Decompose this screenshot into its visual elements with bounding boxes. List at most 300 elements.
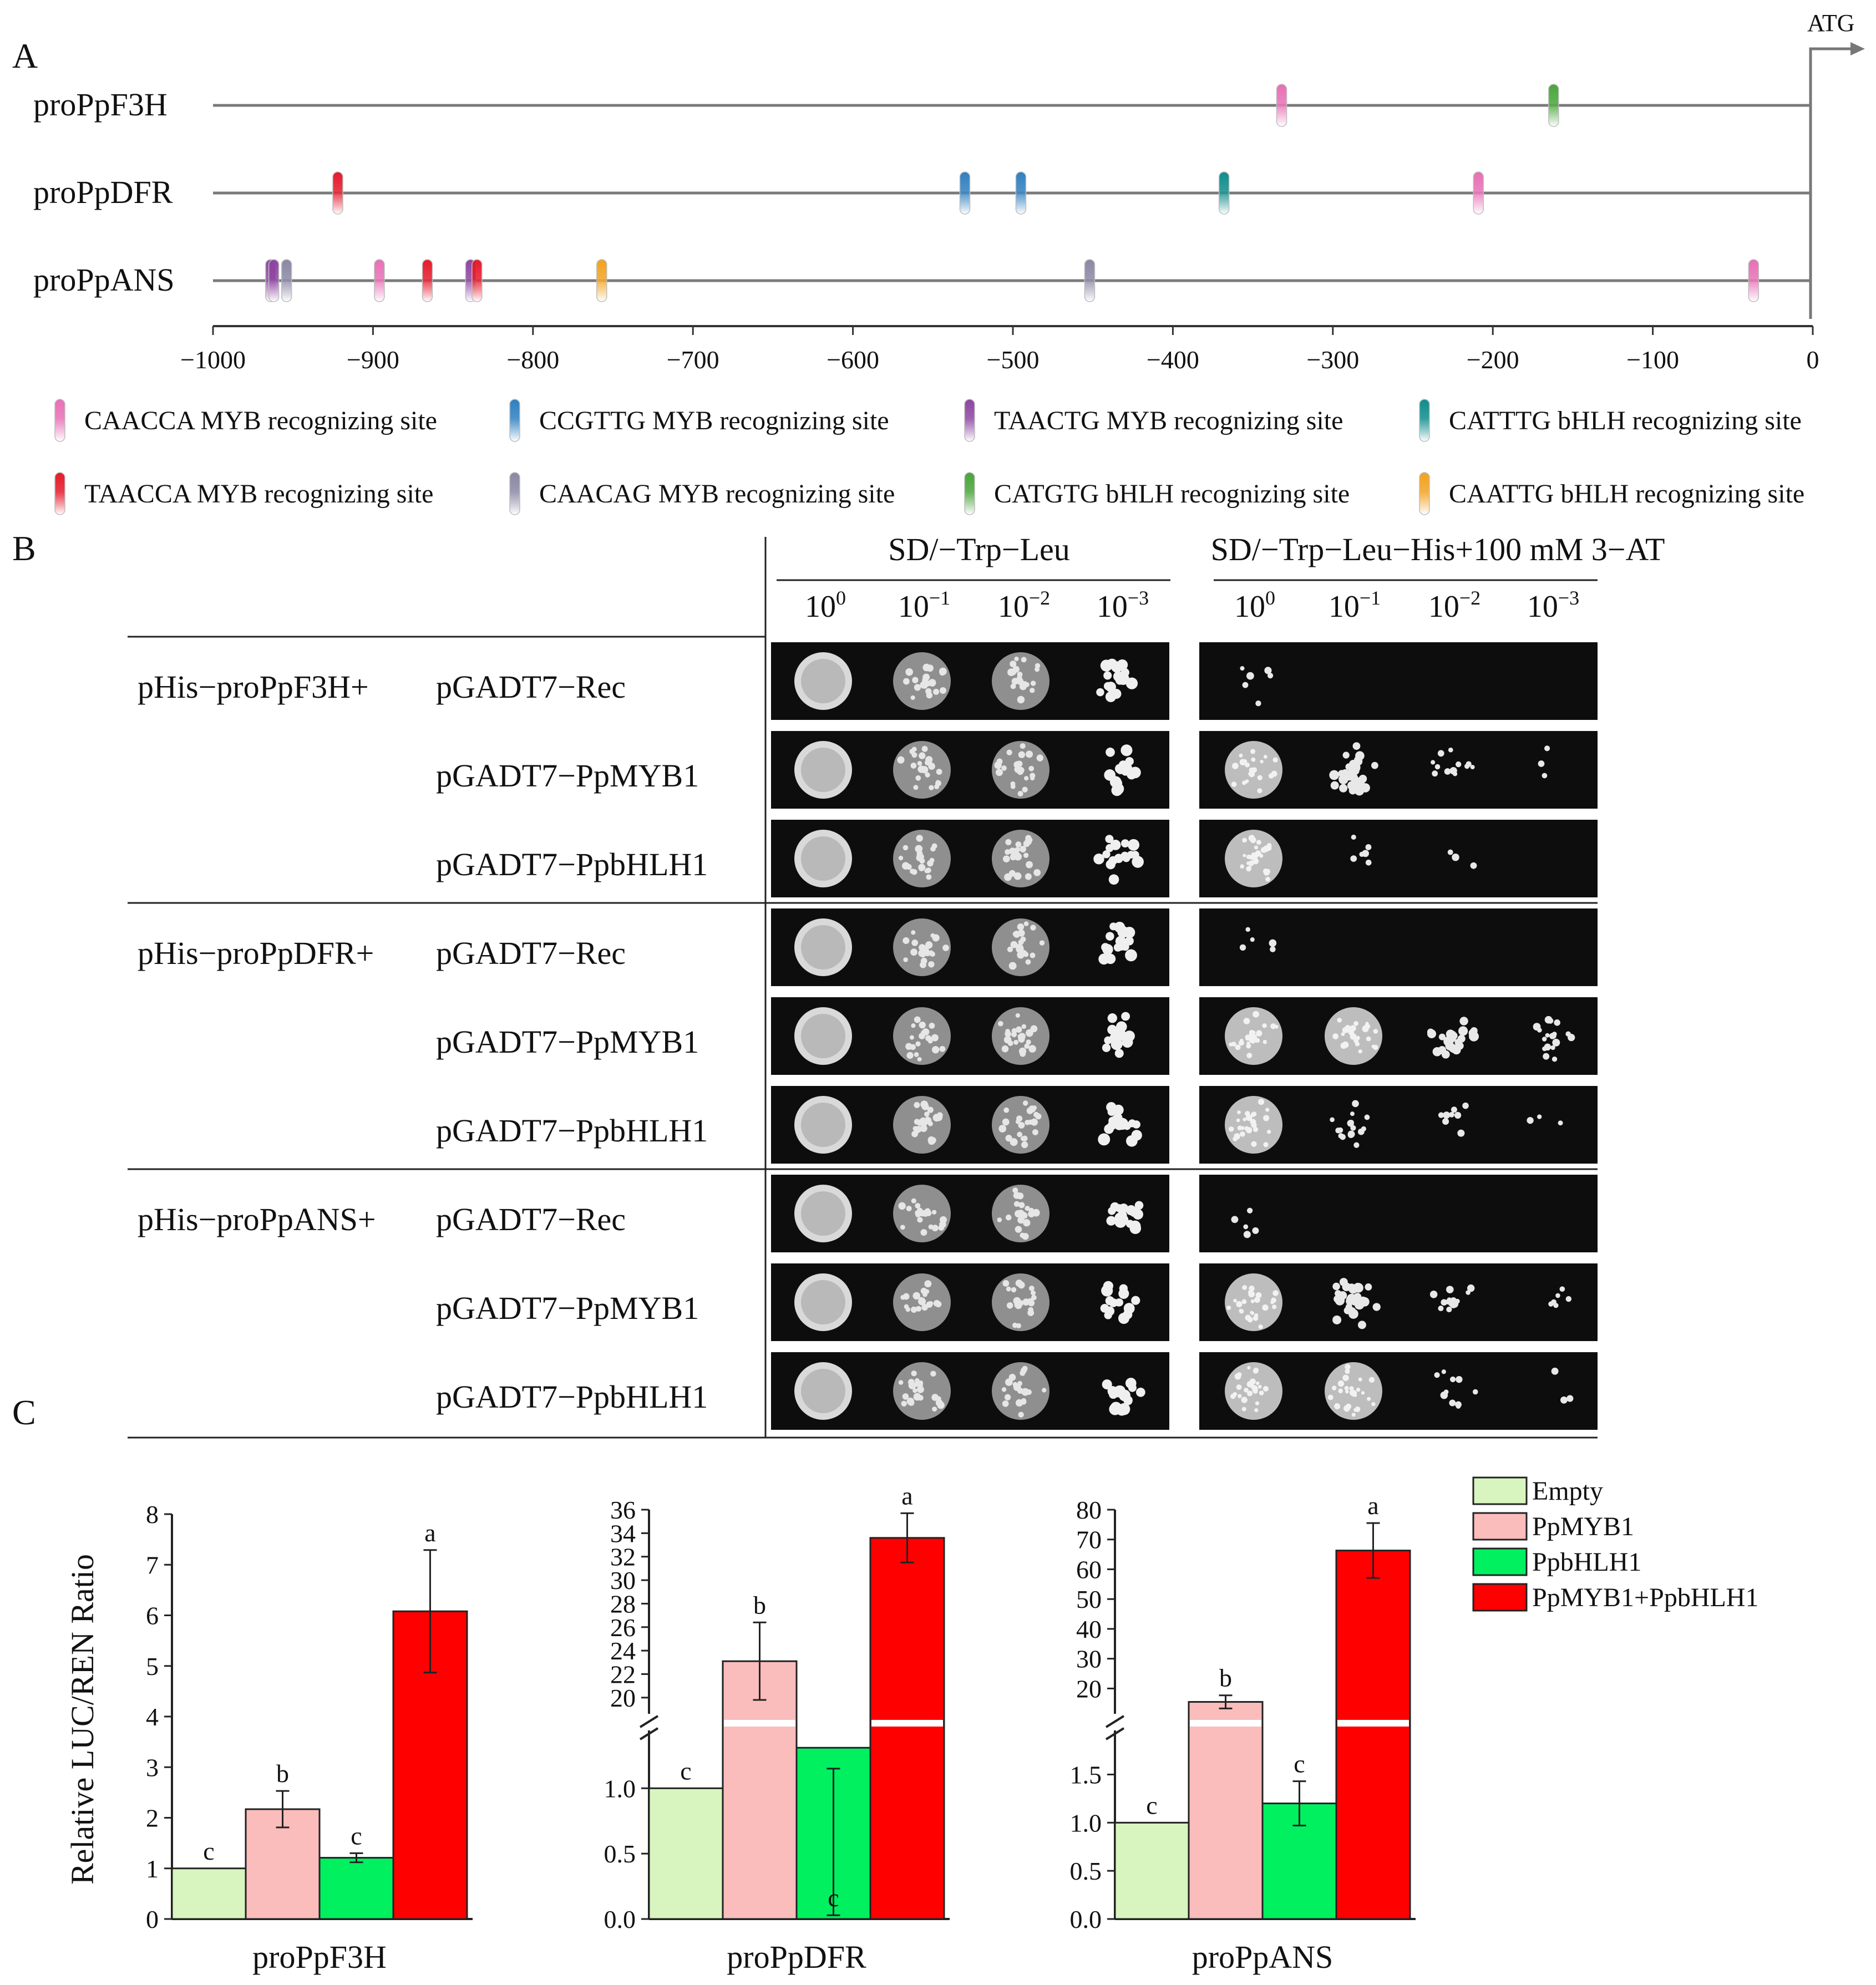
position-axis [180,326,1819,374]
yeast-colony [938,1225,944,1231]
yeast-colony [1443,1111,1450,1119]
yeast-colony [1022,1366,1028,1372]
prey-label: pGADT7−Rec [436,935,626,971]
yeast-colony [1453,771,1457,776]
yeast-colony [1132,856,1144,868]
yeast-colony [1363,1026,1367,1029]
yeast-colony [1545,1016,1553,1024]
yeast-colony [1102,1379,1112,1389]
yeast-colony [1464,764,1469,769]
yeast-colony [1033,869,1041,876]
yeast-colony [1111,1038,1122,1050]
yeast-colony [911,1023,915,1028]
site-legend [55,399,1804,515]
yeast-colony [1012,1028,1017,1034]
significance-letter: c [680,1756,692,1785]
yeast-colony [1231,1216,1239,1223]
yeast-colony [1264,870,1270,876]
yeast-colony [1253,1034,1257,1039]
yeast-colony [1448,850,1453,855]
yeast-colony [1245,927,1250,932]
yeast-colony [1026,959,1031,965]
yeast-colony [1247,1366,1250,1369]
yeast-colony [1243,1225,1248,1230]
significance-letter: c [203,1836,215,1865]
yeast-colony [1262,1023,1266,1028]
yeast-colony [1355,751,1365,760]
yeast-colony [1346,1404,1351,1409]
promoter-proPpF3H [33,84,1811,126]
dilution-label: $10^0$ [805,587,846,624]
yeast-colony [1255,1401,1259,1405]
y-tick-label: 0 [146,1905,159,1933]
yeast-colony [1457,1130,1464,1137]
yeast-colony [1117,659,1128,671]
significance-letter: b [1219,1663,1232,1692]
yeast-colony [903,957,908,962]
yeast-colony [1015,1226,1022,1233]
yeast-colony [1031,1119,1038,1126]
yeast-colony [1013,932,1017,936]
yeast-colony [910,1044,916,1050]
yeast-colony [1367,1397,1371,1401]
yeast-colony [1348,769,1357,778]
yeast-colony [1350,1034,1355,1038]
y-tick-label: 40 [1076,1615,1102,1643]
yeast-colony [1542,773,1548,779]
yeast-colony [1358,1378,1362,1382]
yeast-colony [1358,1297,1367,1306]
yeast-colony [1098,953,1109,964]
y-tick-label: 0.0 [1069,1905,1102,1933]
yeast-colony [1031,681,1036,686]
yeast-colony [903,845,909,851]
yeast-colony [1240,759,1246,765]
yeast-colony [1242,1407,1246,1412]
x-axis-label: proPpF3H [252,1939,387,1975]
yeast-colony [1434,1372,1439,1378]
yeast-colony [1024,1299,1028,1303]
yeast-colony [1448,1034,1456,1042]
yeast-colony [1116,766,1124,774]
y-tick-label: 30 [1076,1644,1102,1673]
yeast-colony [1035,1113,1041,1119]
yeast-colony [914,684,921,691]
legend-label: PpMYB1+PpbHLH1 [1532,1583,1759,1612]
yeast-colony [1029,1286,1035,1291]
yeast-colony [1127,770,1136,779]
yeast-colony [1240,864,1244,869]
yeast-colony [930,858,935,863]
yeast-colony [1032,1129,1038,1135]
y-tick-label: 70 [1076,1525,1102,1554]
yeast-colony [1256,1030,1262,1036]
yeast-colony [1239,754,1243,758]
yeast-colony [1365,1115,1370,1120]
yeast-colony [1566,1296,1571,1302]
yeast-colony [1230,1394,1235,1399]
yeast-colony [1245,1314,1251,1321]
yeast-colony [906,1052,913,1059]
site-CCGTTG [1016,172,1026,214]
yeast-colony [920,1229,927,1236]
yeast-colony [1462,1103,1469,1109]
plate-selective [1199,1175,1598,1252]
yeast-colony [1259,1324,1263,1329]
y-tick-label: 5 [146,1652,159,1681]
yeast-colony [1006,1287,1011,1292]
yeast-colony [1551,1299,1556,1305]
legend-swatch [1473,1549,1527,1575]
yeast-colony [1552,1057,1557,1062]
yeast-colony [998,1021,1003,1027]
yeast-colony [1373,1303,1381,1311]
yeast-colony [1112,783,1124,795]
yeast-colony [1028,766,1034,771]
yeast-colony [1342,1375,1348,1381]
yeast-colony [1444,768,1451,775]
yeast-colony [1016,944,1022,951]
yeast-colony [1249,855,1254,860]
yeast-colony [932,1210,936,1214]
axis-tick-label: −500 [986,346,1040,374]
yeast-colony [1023,853,1028,858]
yeast-colony [1020,846,1026,852]
yeast-colony [912,1388,917,1393]
yeast-colony [1009,962,1017,970]
yeast-colony [1030,953,1035,958]
yeast-spot-core [801,1280,845,1324]
yeast-colony [1264,755,1267,759]
legend-swatch [1473,1478,1527,1504]
yeast-colony [1022,787,1027,793]
yeast-colony [1351,779,1360,788]
yeast-colony [1448,748,1453,753]
yeast-colony [1017,678,1023,684]
yeast-colony [917,1057,922,1062]
y-tick-label: 1.5 [1069,1760,1102,1789]
axis-tick-label: −300 [1306,346,1360,374]
yeast-colony [911,940,918,946]
yeast-colony [929,785,934,790]
axis-tick-label: −200 [1466,346,1519,374]
yeast-colony [940,1046,946,1052]
yeast-colony [1332,1316,1341,1324]
yeast-colony [1248,866,1252,870]
yeast-colony [1365,844,1371,850]
yeast-spot-core [801,1191,845,1236]
yeast-colony [1250,749,1255,754]
yeast-colony [917,761,922,766]
yeast-colony [901,1401,907,1407]
prey-label: pGADT7−PpbHLH1 [436,1379,708,1415]
yeast-colony [1244,1126,1249,1131]
yeast-colony [1242,1285,1247,1290]
legend-label: Empty [1532,1476,1603,1506]
yeast-colony [1101,659,1113,672]
yeast-colony [1006,1215,1012,1221]
legend-label: CATTTG bHLH recognizing site [1449,406,1802,435]
yeast-colony [1114,1120,1124,1130]
panel-b [12,529,1665,1438]
site-CAACCA [1473,172,1483,214]
yeast-colony [1271,1298,1276,1303]
yeast-colony [1093,854,1104,864]
yeast-colony [1255,700,1261,706]
yeast-colony [925,688,931,694]
chart-proPpF3H [146,1500,473,1975]
site-TAACTG [269,260,279,302]
yeast-colony [1555,1293,1560,1298]
yeast-colony [1253,1368,1259,1373]
yeast-colony [1263,1115,1269,1121]
yeast-colony [917,1217,922,1222]
chart-proPpDFR [604,1481,950,1975]
y-tick-label: 34 [610,1519,636,1548]
yeast-colony [1471,862,1477,869]
plate-selective [1199,908,1598,986]
yeast-colony [920,865,926,870]
significance-letter: c [828,1884,839,1912]
yeast-colony [1533,1023,1541,1030]
yeast-colony [1350,855,1357,862]
yeast-colony [932,1407,937,1412]
legend-swatch-TAACCA [55,473,65,515]
yeast-colony [1249,1286,1255,1292]
yeast-colony [1102,1043,1111,1052]
prey-label: pGADT7−PpMYB1 [436,1290,699,1326]
yeast-colony [1106,692,1116,702]
yeast-colony [1544,1044,1551,1051]
yeast-colony [922,664,930,672]
yeast-colony [1352,1100,1359,1108]
yeast-colony [1560,1397,1568,1404]
yeast-colony [1013,1382,1018,1387]
yeast-colony [911,930,915,935]
yeast-colony [912,747,917,752]
panel-a [12,9,1865,515]
yeast-colony [1004,874,1012,881]
yeast-colony [1537,1114,1542,1119]
yeast-colony [911,1370,916,1376]
site-CAACCA [1277,84,1287,126]
yeast-colony [899,856,903,860]
yeast-colony [1106,932,1114,941]
yeast-colony [1030,925,1036,930]
yeast-colony [1558,1120,1563,1125]
yeast-colony [928,1039,933,1044]
yeast-colony [1446,1286,1454,1293]
yeast-colony [1348,1309,1358,1319]
yeast-colony [1020,743,1026,749]
y-tick-label: 28 [610,1590,636,1618]
legend-label: TAACCA MYB recognizing site [84,479,434,509]
yeast-colony [915,775,921,781]
yeast-colony [1030,776,1035,780]
yeast-colony [906,1398,914,1405]
yeast-colony [1234,1133,1240,1139]
yeast-colony [1527,1117,1533,1124]
yeast-colony [910,948,917,956]
yeast-colony [1258,1099,1264,1105]
yeast-colony [1019,1048,1026,1055]
yeast-colony [1242,837,1247,842]
yeast-colony [1104,1037,1112,1044]
yeast-colony [1250,1311,1253,1314]
yeast-colony [1366,1037,1371,1042]
yeast-colony [1001,765,1007,771]
legend-label: CAACCA MYB recognizing site [84,406,437,435]
yeast-colony [1028,1045,1036,1053]
yeast-colony [1247,1390,1253,1396]
yeast-colony [1260,760,1263,763]
yeast-colony [1021,1398,1026,1403]
yeast-colony [1373,1029,1378,1033]
yeast-colony [1362,850,1369,857]
yeast-colony [1435,764,1441,770]
yeast-colony [1005,1394,1011,1400]
yeast-colony [1118,1215,1128,1225]
yeast-colony [1243,682,1249,688]
y-tick-label: 2 [146,1804,159,1832]
yeast-colony [902,862,910,870]
yeast-colony [1018,1300,1024,1306]
y-tick-label: 1.0 [604,1774,636,1803]
significance-letter: b [276,1759,289,1788]
yeast-colony [940,687,946,694]
yeast-colony [1032,1209,1040,1217]
yeast-colony [1115,1204,1123,1212]
site-CATTTG [1219,172,1229,214]
promoter-name: proPpF3H [33,87,168,123]
yeast-colony [1022,1024,1027,1029]
bar-break-gap [1190,1720,1261,1727]
yeast-colony [928,1138,935,1145]
yeast-colony [925,1289,929,1293]
yeast-colony [1231,781,1237,787]
chart-proPpANS [1070,1491,1416,1975]
yeast-colony [1118,1313,1129,1324]
yeast-colony [1358,1049,1362,1053]
yeast-colony [1004,1036,1011,1043]
yeast-colony [1236,1119,1240,1123]
legend-swatch [1473,1513,1527,1540]
yeast-colony [1025,873,1032,880]
yeast-colony [921,1103,929,1110]
yeast-colony [1229,1126,1234,1132]
plate-selective [1199,642,1598,720]
yeast-colony [908,1379,915,1385]
yeast-colony [1226,1306,1231,1310]
yeast-colony [1345,1364,1350,1369]
yeast-colony [1442,1369,1446,1374]
yeast-colony [1104,1124,1114,1134]
yeast-colony [1030,688,1035,693]
yeast-colony [919,752,925,759]
yeast-colony [1272,1304,1276,1309]
yeast-spot-core [801,925,845,969]
yeast-colony [1013,1040,1018,1045]
yeast-colony [1249,771,1254,777]
site-TAACCA [422,260,432,302]
yeast-colony [1551,1368,1559,1375]
yeast-colony [914,1393,921,1401]
yeast-colony [1007,947,1013,952]
yeast-colony [924,1280,931,1287]
promoter-name: proPpDFR [33,174,173,210]
yeast-colony [928,1121,933,1126]
yeast-colony [1332,1385,1336,1390]
y-tick-label: 30 [610,1566,636,1595]
yeast-colony [1109,922,1117,930]
yeast-colony [1246,1043,1251,1048]
yeast-colony [932,1225,939,1231]
yeast-spot-core [801,659,845,703]
yeast-colony [1566,1395,1573,1402]
yeast-colony [1012,1323,1018,1328]
yeast-colony [1131,1296,1140,1305]
yeast-colony [906,1206,912,1211]
yeast-colony [1431,760,1435,764]
yeast-colony [1342,1027,1348,1033]
yeast-colony [1025,1206,1030,1211]
yeast-colony [1266,845,1272,851]
legend-swatch-CATGTG [965,473,975,515]
yeast-colony [1237,1110,1241,1114]
y-tick-label: 8 [146,1500,159,1529]
yeast-colony [1116,1404,1127,1415]
yeast-colony [1240,945,1246,951]
yeast-colony [1251,1123,1256,1128]
yeast-colony [1430,1291,1438,1298]
yeast-colony [914,1102,920,1108]
yeast-colony [1329,770,1339,780]
yeast-colony [939,668,947,676]
yeast-colony [1016,1280,1023,1287]
bar-PpMYB1+PpbHLH1 [1336,1551,1410,1919]
site-CAACCA [374,260,384,302]
yeast-colony [1335,1128,1341,1134]
yeast-colony [1438,1306,1443,1311]
yeast-colony [1250,1384,1255,1389]
yeast-colony [1037,754,1043,761]
yeast-colony [1456,1376,1462,1383]
legend-label: PpbHLH1 [1532,1547,1642,1577]
yeast-colony [1338,1133,1343,1139]
yeast-colony [1245,1111,1250,1116]
yeast-colony [1125,1378,1137,1389]
yeast-colony [1455,1402,1462,1408]
axis-tick-label: −600 [827,346,880,374]
yeast-colony [930,933,935,938]
legend-label: CAACAG MYB recognizing site [539,479,895,509]
yeast-colony [1023,1219,1030,1226]
yeast-colony [1010,661,1016,667]
yeast-colony [1350,1025,1356,1031]
condition-2-label: SD/−Trp−Leu−His+100 mM 3−AT [1210,531,1665,567]
yeast-colony [1450,1377,1456,1382]
axis-tick-label: −400 [1146,346,1199,374]
yeast-colony [1459,1017,1468,1025]
legend-swatch-CATTTG [1419,399,1429,441]
yeast-colony [1371,1402,1375,1406]
yeast-colony [1098,1133,1110,1145]
bar-PpMYB1 [1189,1702,1263,1919]
yeast-colony [928,961,934,967]
legend-label: TAACTG MYB recognizing site [994,406,1343,435]
yeast-colony [1025,1120,1030,1125]
yeast-colony [1258,1385,1262,1389]
